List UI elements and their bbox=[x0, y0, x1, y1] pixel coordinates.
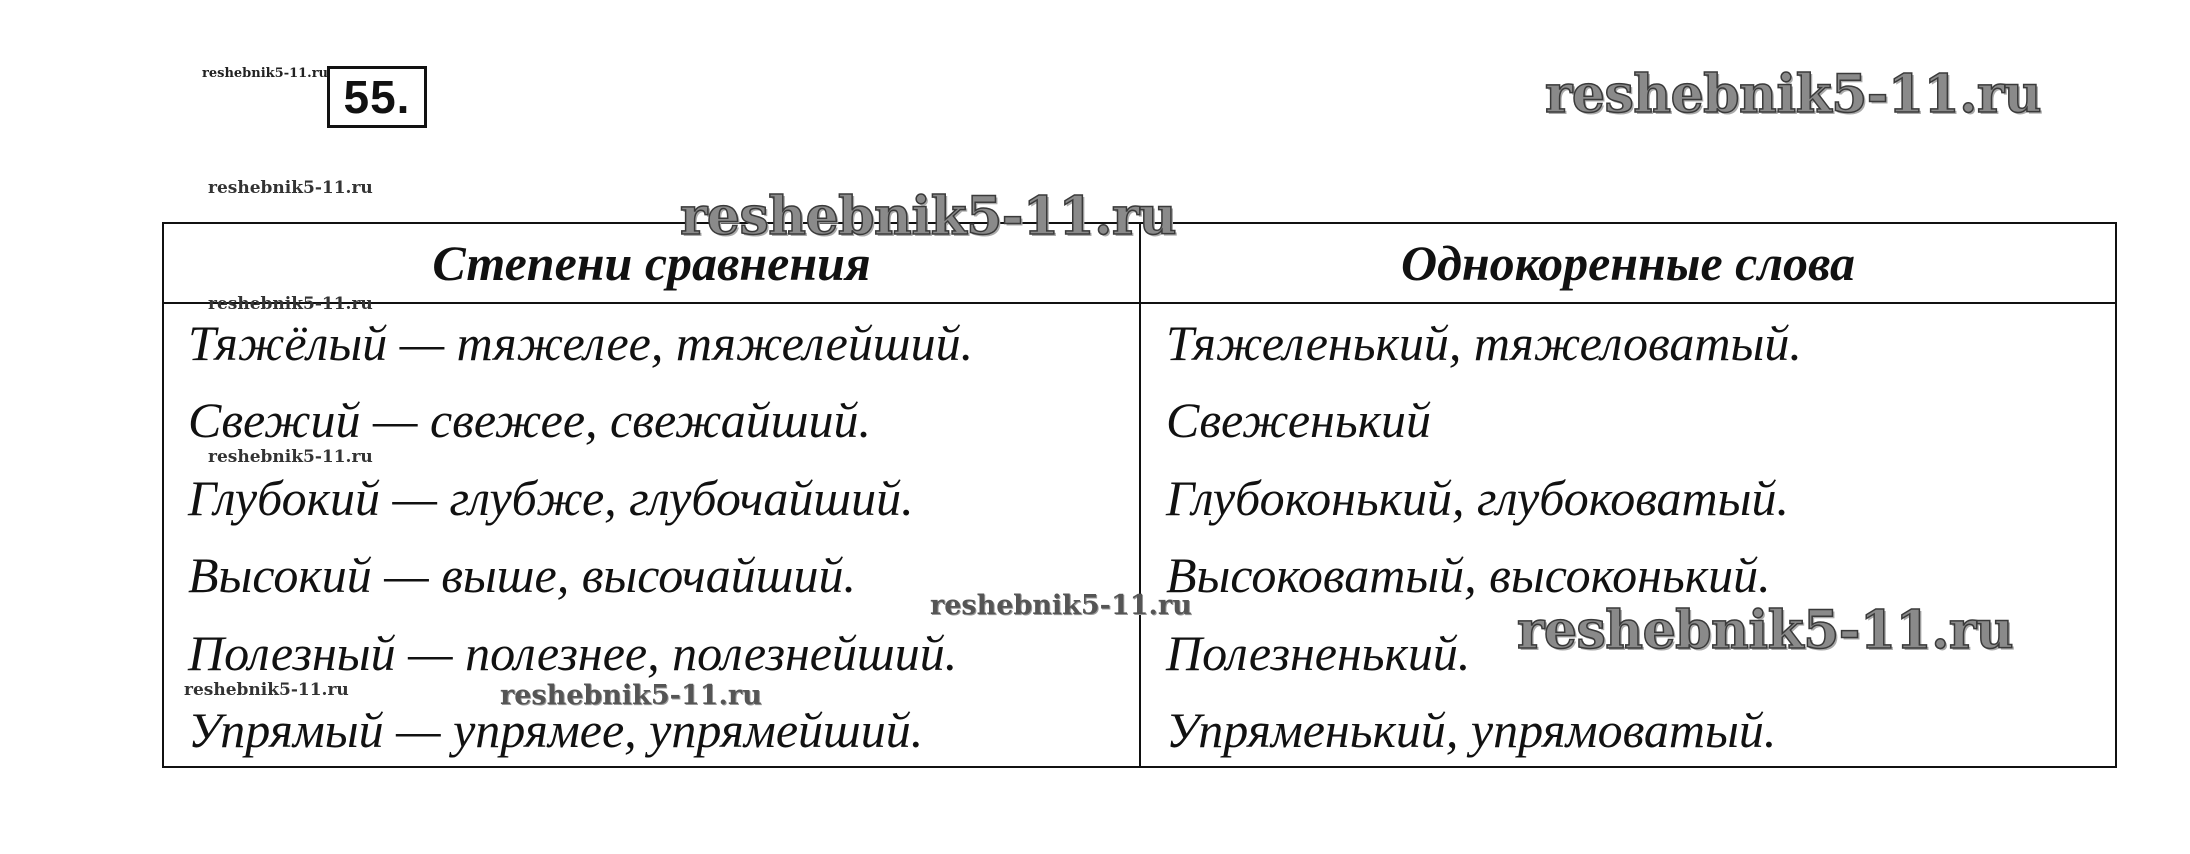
header-degrees-of-comparison: Степени сравнения bbox=[432, 235, 871, 291]
cognates-cell: Высоковатый, высоконький. bbox=[1166, 547, 1771, 604]
comparison-table bbox=[162, 222, 2117, 768]
degrees-cell: Упрямый — упрямее, упрямейший. bbox=[188, 702, 924, 759]
degrees-cell: Высокий — выше, высочайший. bbox=[188, 547, 857, 604]
watermark-text: reshebnik5-11.ru bbox=[680, 186, 1177, 247]
table-row bbox=[164, 459, 2115, 537]
cognates-cell: Свеженький bbox=[1166, 392, 1431, 449]
cognates-cell: Тяжеленький, тяжеловатый. bbox=[1166, 314, 1802, 371]
table-row bbox=[164, 692, 2115, 770]
watermark-text: reshebnik5-11.ru bbox=[208, 178, 373, 198]
cognates-cell: Полезненький. bbox=[1166, 624, 1471, 681]
degrees-cell: Полезный — полезнее, полезнейший. bbox=[188, 624, 958, 681]
watermark-text: reshebnik5-11.ru bbox=[202, 66, 329, 81]
watermark-text: reshebnik5-11.ru bbox=[208, 294, 373, 314]
degrees-cell: Тяжёлый — тяжелее, тяжелейший. bbox=[188, 314, 974, 371]
table-body bbox=[164, 304, 2115, 769]
header-cognate-words: Однокоренные слова bbox=[1400, 235, 1856, 291]
table-row bbox=[164, 304, 2115, 382]
cognates-cell: Упряменький, упрямоватый. bbox=[1166, 702, 1777, 759]
watermark-text: reshebnik5-11.ru bbox=[500, 680, 762, 711]
watermark-text: reshebnik5-11.ru bbox=[1545, 64, 2042, 125]
task-number-box: 55. bbox=[327, 66, 427, 128]
watermark-text: reshebnik5-11.ru bbox=[1517, 600, 2014, 661]
table-row bbox=[164, 382, 2115, 460]
table-row bbox=[164, 537, 2115, 615]
table-row bbox=[164, 614, 2115, 692]
watermark-text: reshebnik5-11.ru bbox=[184, 680, 349, 700]
degrees-cell: Свежий — свежее, свежайший. bbox=[188, 392, 871, 449]
cognates-cell: Глубоконький, глубоковатый. bbox=[1166, 469, 1790, 526]
watermark-text: reshebnik5-11.ru bbox=[930, 590, 1192, 621]
watermark-text: reshebnik5-11.ru bbox=[208, 447, 373, 467]
degrees-cell: Глубокий — глубже, глубочайший. bbox=[188, 469, 914, 526]
